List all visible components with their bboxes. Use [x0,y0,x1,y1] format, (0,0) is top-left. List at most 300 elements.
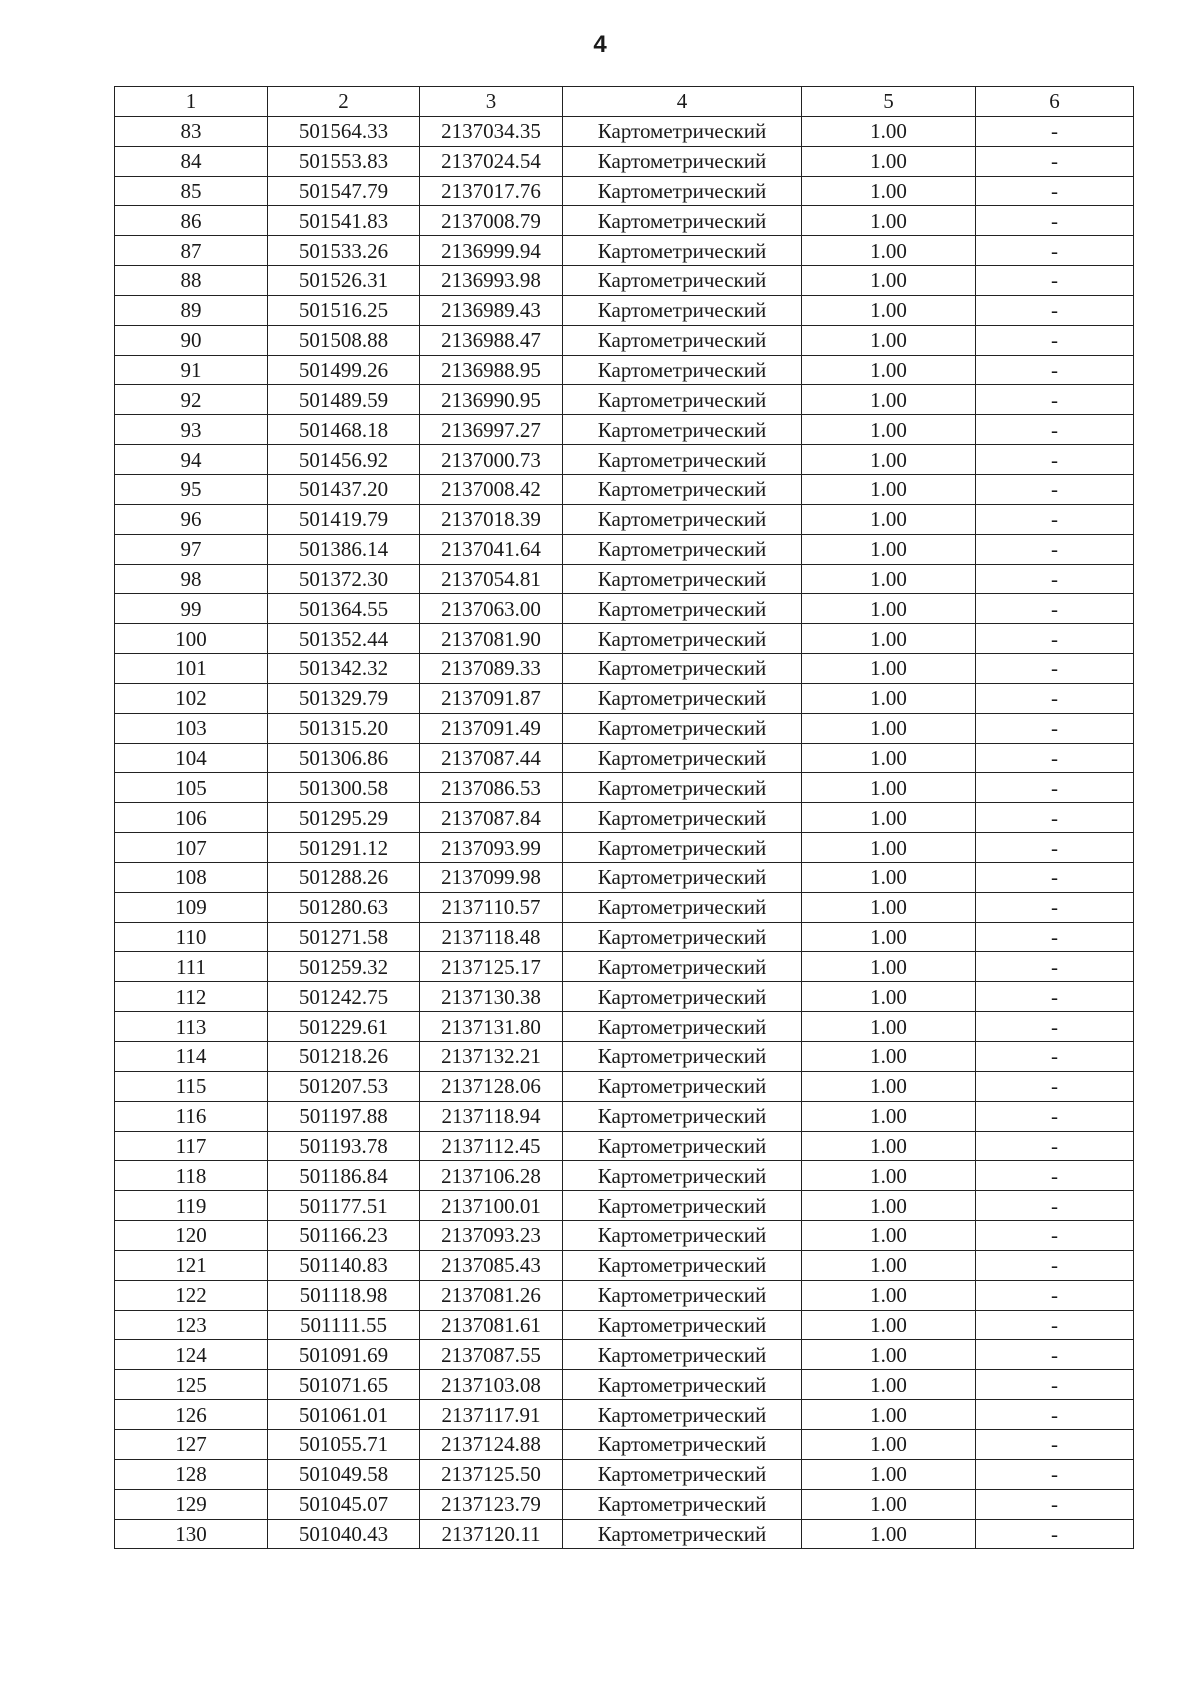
cell-accuracy: 1.00 [802,206,976,236]
cell-method: Картометрический [563,892,802,922]
cell-description: - [976,1459,1134,1489]
table-row [115,1310,1134,1340]
cell-point-number: 99 [115,594,268,624]
cell-y-coordinate: 2137000.73 [420,445,563,475]
cell-description: - [976,1519,1134,1549]
cell-point-number: 106 [115,803,268,833]
cell-description: - [976,683,1134,713]
cell-description: - [976,474,1134,504]
cell-method: Картометрический [563,594,802,624]
cell-method: Картометрический [563,564,802,594]
cell-description: - [976,564,1134,594]
cell-x-coordinate: 501300.58 [268,773,420,803]
cell-accuracy: 1.00 [802,1429,976,1459]
table-row [115,564,1134,594]
cell-accuracy: 1.00 [802,833,976,863]
cell-x-coordinate: 501177.51 [268,1191,420,1221]
table-row [115,654,1134,684]
cell-y-coordinate: 2137087.84 [420,803,563,833]
cell-x-coordinate: 501352.44 [268,624,420,654]
cell-description: - [976,1161,1134,1191]
cell-accuracy: 1.00 [802,1012,976,1042]
cell-x-coordinate: 501386.14 [268,534,420,564]
cell-x-coordinate: 501280.63 [268,892,420,922]
cell-point-number: 103 [115,713,268,743]
cell-x-coordinate: 501564.33 [268,116,420,146]
cell-x-coordinate: 501061.01 [268,1400,420,1430]
cell-y-coordinate: 2137081.61 [420,1310,563,1340]
cell-x-coordinate: 501419.79 [268,504,420,534]
cell-y-coordinate: 2137112.45 [420,1131,563,1161]
cell-point-number: 84 [115,146,268,176]
cell-x-coordinate: 501526.31 [268,266,420,296]
cell-y-coordinate: 2136988.95 [420,355,563,385]
cell-accuracy: 1.00 [802,564,976,594]
table-row [115,713,1134,743]
table-body [115,87,1134,1549]
cell-x-coordinate: 501553.83 [268,146,420,176]
table-row [115,1221,1134,1251]
cell-x-coordinate: 501071.65 [268,1370,420,1400]
cell-x-coordinate: 501111.55 [268,1310,420,1340]
cell-point-number: 110 [115,922,268,952]
table-row [115,1370,1134,1400]
cell-description: - [976,295,1134,325]
cell-x-coordinate: 501055.71 [268,1429,420,1459]
cell-description: - [976,534,1134,564]
cell-description: - [976,892,1134,922]
cell-y-coordinate: 2137123.79 [420,1489,563,1519]
cell-method: Картометрический [563,1161,802,1191]
table-row [115,952,1134,982]
cell-description: - [976,803,1134,833]
cell-y-coordinate: 2137093.23 [420,1221,563,1251]
cell-description: - [976,624,1134,654]
cell-accuracy: 1.00 [802,1250,976,1280]
cell-description: - [976,1221,1134,1251]
cell-method: Картометрический [563,1101,802,1131]
cell-y-coordinate: 2137081.90 [420,624,563,654]
table-row [115,176,1134,206]
cell-description: - [976,385,1134,415]
table-row [115,266,1134,296]
cell-method: Картометрический [563,1042,802,1072]
cell-y-coordinate: 2137100.01 [420,1191,563,1221]
cell-x-coordinate: 501288.26 [268,862,420,892]
cell-method: Картометрический [563,266,802,296]
cell-method: Картометрический [563,355,802,385]
cell-x-coordinate: 501541.83 [268,206,420,236]
cell-point-number: 90 [115,325,268,355]
table-row [115,683,1134,713]
cell-y-coordinate: 2137063.00 [420,594,563,624]
cell-y-coordinate: 2136999.94 [420,236,563,266]
table-row [115,295,1134,325]
cell-accuracy: 1.00 [802,266,976,296]
cell-description: - [976,833,1134,863]
cell-point-number: 128 [115,1459,268,1489]
cell-point-number: 118 [115,1161,268,1191]
cell-y-coordinate: 2137106.28 [420,1161,563,1191]
cell-accuracy: 1.00 [802,146,976,176]
cell-description: - [976,355,1134,385]
column-header-method: 4 [563,87,802,117]
table-row [115,1191,1134,1221]
cell-method: Картометрический [563,1071,802,1101]
cell-x-coordinate: 501229.61 [268,1012,420,1042]
table-row [115,922,1134,952]
cell-method: Картометрический [563,1400,802,1430]
cell-x-coordinate: 501456.92 [268,445,420,475]
cell-y-coordinate: 2137124.88 [420,1429,563,1459]
cell-point-number: 120 [115,1221,268,1251]
cell-accuracy: 1.00 [802,624,976,654]
cell-accuracy: 1.00 [802,504,976,534]
table-row [115,415,1134,445]
cell-method: Картометрический [563,833,802,863]
cell-description: - [976,862,1134,892]
cell-method: Картометрический [563,325,802,355]
column-header-accuracy: 5 [802,87,976,117]
cell-x-coordinate: 501499.26 [268,355,420,385]
cell-y-coordinate: 2136997.27 [420,415,563,445]
cell-accuracy: 1.00 [802,1340,976,1370]
cell-x-coordinate: 501045.07 [268,1489,420,1519]
cell-point-number: 105 [115,773,268,803]
cell-accuracy: 1.00 [802,1310,976,1340]
cell-accuracy: 1.00 [802,982,976,1012]
cell-point-number: 108 [115,862,268,892]
cell-description: - [976,1370,1134,1400]
cell-accuracy: 1.00 [802,445,976,475]
cell-description: - [976,236,1134,266]
cell-point-number: 97 [115,534,268,564]
cell-point-number: 124 [115,1340,268,1370]
cell-method: Картометрический [563,743,802,773]
cell-y-coordinate: 2137091.87 [420,683,563,713]
table-row [115,1042,1134,1072]
cell-y-coordinate: 2137120.11 [420,1519,563,1549]
table-row [115,1101,1134,1131]
cell-point-number: 85 [115,176,268,206]
cell-x-coordinate: 501193.78 [268,1131,420,1161]
cell-point-number: 100 [115,624,268,654]
cell-point-number: 114 [115,1042,268,1072]
table-row [115,474,1134,504]
cell-description: - [976,713,1134,743]
cell-description: - [976,743,1134,773]
cell-x-coordinate: 501315.20 [268,713,420,743]
cell-y-coordinate: 2137110.57 [420,892,563,922]
table-row [115,1161,1134,1191]
cell-point-number: 95 [115,474,268,504]
cell-y-coordinate: 2137132.21 [420,1042,563,1072]
table-row [115,803,1134,833]
cell-accuracy: 1.00 [802,1400,976,1430]
cell-x-coordinate: 501118.98 [268,1280,420,1310]
cell-method: Картометрический [563,1489,802,1519]
cell-x-coordinate: 501140.83 [268,1250,420,1280]
cell-x-coordinate: 501468.18 [268,415,420,445]
cell-x-coordinate: 501372.30 [268,564,420,594]
cell-accuracy: 1.00 [802,474,976,504]
cell-description: - [976,1012,1134,1042]
table-row [115,594,1134,624]
cell-method: Картометрический [563,683,802,713]
cell-point-number: 122 [115,1280,268,1310]
cell-point-number: 109 [115,892,268,922]
cell-method: Картометрический [563,176,802,206]
cell-description: - [976,1071,1134,1101]
cell-accuracy: 1.00 [802,773,976,803]
cell-x-coordinate: 501508.88 [268,325,420,355]
cell-x-coordinate: 501259.32 [268,952,420,982]
cell-y-coordinate: 2136990.95 [420,385,563,415]
cell-x-coordinate: 501342.32 [268,654,420,684]
cell-point-number: 101 [115,654,268,684]
cell-accuracy: 1.00 [802,1191,976,1221]
cell-method: Картометрический [563,146,802,176]
cell-accuracy: 1.00 [802,743,976,773]
cell-y-coordinate: 2137118.48 [420,922,563,952]
cell-description: - [976,952,1134,982]
cell-point-number: 116 [115,1101,268,1131]
cell-accuracy: 1.00 [802,1101,976,1131]
cell-x-coordinate: 501197.88 [268,1101,420,1131]
cell-x-coordinate: 501271.58 [268,922,420,952]
cell-method: Картометрический [563,1519,802,1549]
cell-accuracy: 1.00 [802,1131,976,1161]
cell-method: Картометрический [563,295,802,325]
table-row [115,1340,1134,1370]
cell-accuracy: 1.00 [802,1519,976,1549]
cell-description: - [976,982,1134,1012]
cell-point-number: 126 [115,1400,268,1430]
table-row [115,743,1134,773]
table-row [115,892,1134,922]
table-row [115,1519,1134,1549]
cell-y-coordinate: 2137086.53 [420,773,563,803]
cell-point-number: 104 [115,743,268,773]
table-row [115,1429,1134,1459]
cell-x-coordinate: 501186.84 [268,1161,420,1191]
cell-y-coordinate: 2137087.44 [420,743,563,773]
cell-point-number: 127 [115,1429,268,1459]
table-row [115,146,1134,176]
cell-x-coordinate: 501091.69 [268,1340,420,1370]
cell-point-number: 98 [115,564,268,594]
cell-accuracy: 1.00 [802,236,976,266]
cell-accuracy: 1.00 [802,534,976,564]
cell-point-number: 121 [115,1250,268,1280]
table-header-row [115,87,1134,117]
cell-accuracy: 1.00 [802,922,976,952]
cell-y-coordinate: 2137085.43 [420,1250,563,1280]
cell-point-number: 125 [115,1370,268,1400]
cell-method: Картометрический [563,1370,802,1400]
cell-y-coordinate: 2137081.26 [420,1280,563,1310]
cell-point-number: 89 [115,295,268,325]
cell-point-number: 107 [115,833,268,863]
cell-accuracy: 1.00 [802,1489,976,1519]
table-row [115,1489,1134,1519]
table-row [115,1071,1134,1101]
cell-accuracy: 1.00 [802,1042,976,1072]
cell-accuracy: 1.00 [802,1221,976,1251]
table-row [115,862,1134,892]
cell-y-coordinate: 2137041.64 [420,534,563,564]
cell-method: Картометрический [563,236,802,266]
table-row [115,1012,1134,1042]
cell-x-coordinate: 501040.43 [268,1519,420,1549]
table-row [115,325,1134,355]
cell-y-coordinate: 2137008.79 [420,206,563,236]
cell-description: - [976,445,1134,475]
cell-description: - [976,1191,1134,1221]
cell-y-coordinate: 2137024.54 [420,146,563,176]
cell-method: Картометрический [563,116,802,146]
cell-y-coordinate: 2137130.38 [420,982,563,1012]
cell-x-coordinate: 501295.29 [268,803,420,833]
cell-x-coordinate: 501207.53 [268,1071,420,1101]
cell-x-coordinate: 501547.79 [268,176,420,206]
cell-method: Картометрический [563,654,802,684]
cell-y-coordinate: 2137034.35 [420,116,563,146]
cell-accuracy: 1.00 [802,1280,976,1310]
cell-point-number: 96 [115,504,268,534]
cell-point-number: 129 [115,1489,268,1519]
cell-accuracy: 1.00 [802,594,976,624]
cell-point-number: 115 [115,1071,268,1101]
cell-description: - [976,654,1134,684]
cell-method: Картометрический [563,1280,802,1310]
cell-description: - [976,116,1134,146]
cell-x-coordinate: 501049.58 [268,1459,420,1489]
cell-x-coordinate: 501291.12 [268,833,420,863]
cell-point-number: 91 [115,355,268,385]
cell-point-number: 117 [115,1131,268,1161]
table-row [115,1280,1134,1310]
cell-description: - [976,773,1134,803]
cell-point-number: 94 [115,445,268,475]
cell-y-coordinate: 2137118.94 [420,1101,563,1131]
table-row [115,1250,1134,1280]
cell-method: Картометрический [563,534,802,564]
cell-accuracy: 1.00 [802,803,976,833]
cell-y-coordinate: 2137089.33 [420,654,563,684]
cell-accuracy: 1.00 [802,713,976,743]
cell-point-number: 113 [115,1012,268,1042]
cell-method: Картометрический [563,1191,802,1221]
cell-y-coordinate: 2137125.17 [420,952,563,982]
table-row [115,504,1134,534]
cell-point-number: 88 [115,266,268,296]
cell-accuracy: 1.00 [802,116,976,146]
table-row [115,773,1134,803]
table-row [115,624,1134,654]
table-row [115,385,1134,415]
cell-description: - [976,266,1134,296]
cell-y-coordinate: 2137117.91 [420,1400,563,1430]
cell-method: Картометрический [563,474,802,504]
cell-method: Картометрический [563,922,802,952]
cell-y-coordinate: 2137093.99 [420,833,563,863]
cell-point-number: 93 [115,415,268,445]
table-row [115,534,1134,564]
cell-method: Картометрический [563,713,802,743]
cell-description: - [976,1250,1134,1280]
cell-y-coordinate: 2137125.50 [420,1459,563,1489]
cell-method: Картометрический [563,1131,802,1161]
cell-y-coordinate: 2136989.43 [420,295,563,325]
cell-accuracy: 1.00 [802,176,976,206]
cell-point-number: 102 [115,683,268,713]
cell-description: - [976,206,1134,236]
cell-accuracy: 1.00 [802,862,976,892]
cell-description: - [976,176,1134,206]
cell-description: - [976,1131,1134,1161]
cell-y-coordinate: 2137103.08 [420,1370,563,1400]
cell-point-number: 92 [115,385,268,415]
coordinates-table [114,86,1134,1549]
table-row [115,116,1134,146]
cell-y-coordinate: 2137018.39 [420,504,563,534]
cell-point-number: 112 [115,982,268,1012]
cell-accuracy: 1.00 [802,325,976,355]
cell-x-coordinate: 501329.79 [268,683,420,713]
cell-description: - [976,1310,1134,1340]
cell-description: - [976,1400,1134,1430]
cell-method: Картометрический [563,1250,802,1280]
cell-accuracy: 1.00 [802,355,976,385]
cell-x-coordinate: 501437.20 [268,474,420,504]
cell-description: - [976,1101,1134,1131]
cell-method: Картометрический [563,385,802,415]
cell-y-coordinate: 2137054.81 [420,564,563,594]
table-row [115,833,1134,863]
cell-x-coordinate: 501242.75 [268,982,420,1012]
cell-method: Картометрический [563,415,802,445]
cell-description: - [976,415,1134,445]
cell-accuracy: 1.00 [802,1459,976,1489]
cell-method: Картометрический [563,1310,802,1340]
cell-description: - [976,1489,1134,1519]
cell-x-coordinate: 501516.25 [268,295,420,325]
cell-method: Картометрический [563,773,802,803]
cell-x-coordinate: 501489.59 [268,385,420,415]
cell-y-coordinate: 2137008.42 [420,474,563,504]
table-row [115,206,1134,236]
cell-description: - [976,1280,1134,1310]
cell-method: Картометрический [563,1221,802,1251]
table-row [115,355,1134,385]
cell-method: Картометрический [563,206,802,236]
cell-accuracy: 1.00 [802,1370,976,1400]
cell-description: - [976,146,1134,176]
cell-point-number: 83 [115,116,268,146]
table-row [115,236,1134,266]
cell-description: - [976,922,1134,952]
column-header-x-coordinate: 2 [268,87,420,117]
cell-point-number: 119 [115,1191,268,1221]
column-header-description: 6 [976,87,1134,117]
cell-accuracy: 1.00 [802,683,976,713]
cell-y-coordinate: 2137128.06 [420,1071,563,1101]
cell-y-coordinate: 2136988.47 [420,325,563,355]
cell-method: Картометрический [563,1340,802,1370]
cell-y-coordinate: 2137131.80 [420,1012,563,1042]
cell-method: Картометрический [563,504,802,534]
